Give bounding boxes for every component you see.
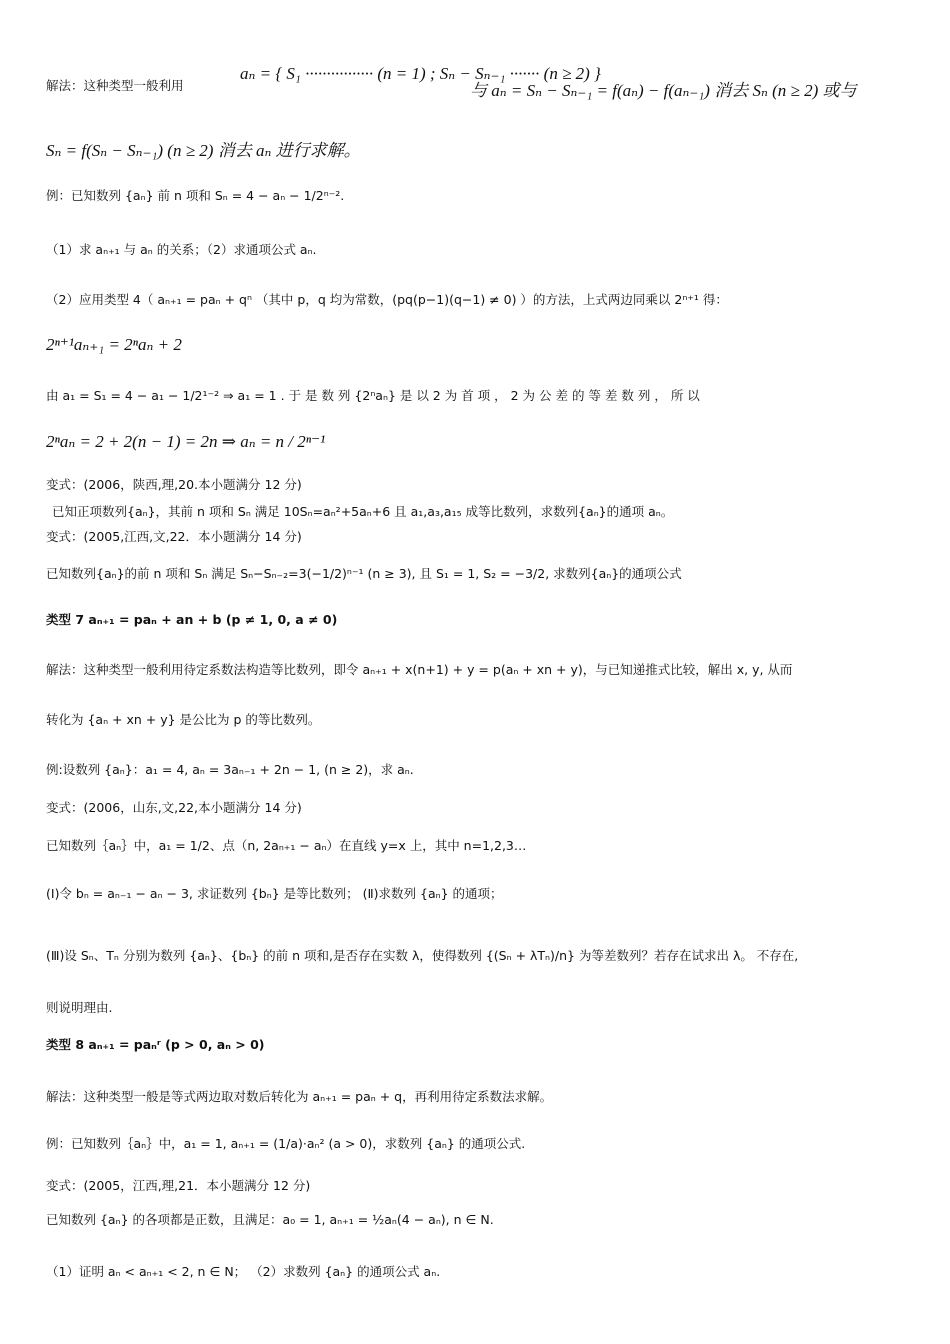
text-line-8: 2ⁿ⁺¹aₙ₊₁ = 2ⁿaₙ + 2 xyxy=(46,335,182,354)
text-line-13: 变式：(2005,江西,文,22．本小题满分 14 分) xyxy=(46,529,302,544)
text-line-18: 例:设数列 {aₙ}：a₁ = 4, aₙ = 3aₙ₋₁ + 2n − 1, (n ≥ 2)，求 aₙ. xyxy=(46,762,414,777)
text-line-29: （1）证明 aₙ < aₙ₊₁ < 2, n ∈ N； （2）求数列 {aₙ} 的通项公式 aₙ. xyxy=(46,1264,441,1279)
text-line-23: 则说明理由. xyxy=(46,1000,113,1015)
text-line-16: 解法：这种类型一般利用待定系数法构造等比数列，即令 aₙ₊₁ + x(n+1) + y = p(aₙ + xn + y)，与已知递推式比较，解出 x, y, 从而 xyxy=(46,662,793,677)
text-line-5: 例：已知数列 {aₙ} 前 n 项和 Sₙ = 4 − aₙ − 1/2ⁿ⁻². xyxy=(46,188,345,203)
text-line-2: aₙ = { S₁ ················ (n = 1) ; Sₙ − Sₙ₋₁ ······· (n ≥ 2) } xyxy=(240,64,601,83)
text-line-15: 类型 7 aₙ₊₁ = paₙ + an + b (p ≠ 1, 0, a ≠ 0) xyxy=(46,612,338,627)
text-line-28: 已知数列 {aₙ} 的各项都是正数，且满足：a₀ = 1, aₙ₊₁ = ½aₙ(4 − aₙ), n ∈ N. xyxy=(46,1212,494,1227)
text-line-24: 类型 8 aₙ₊₁ = paₙʳ (p > 0, aₙ > 0) xyxy=(46,1037,265,1052)
text-line-19: 变式：(2006，山东,文,22,本小题满分 14 分) xyxy=(46,800,302,815)
text-line-11: 变式：(2006，陕西,理,20.本小题满分 12 分) xyxy=(46,477,302,492)
text-line-9: 由 a₁ = S₁ = 4 − a₁ − 1/2¹⁻² ⇒ a₁ = 1 . 于 是 数 列 {2ⁿaₙ} 是 以 2 为 首 项 ， 2 为 公 差 的 等 差 数 列 ， 所 以 xyxy=(46,388,700,403)
text-line-7: （2）应用类型 4（ aₙ₊₁ = paₙ + qⁿ （其中 p，q 均为常数，(pq(p−1)(q−1) ≠ 0) ）的方法，上式两边同乘以 2ⁿ⁺¹ 得： xyxy=(46,292,728,307)
text-line-27: 变式：(2005，江西,理,21．本小题满分 12 分) xyxy=(46,1178,311,1193)
text-line-21: (Ⅰ)令 bₙ = aₙ₋₁ − aₙ − 3, 求证数列 {bₙ} 是等比数列； (Ⅱ)求数列 {aₙ} 的通项； xyxy=(46,886,503,901)
text-line-26: 例：已知数列｛aₙ｝中，a₁ = 1, aₙ₊₁ = (1/a)·aₙ² (a > 0)，求数列 {aₙ} 的通项公式. xyxy=(46,1136,526,1151)
text-line-1: 解法：这种类型一般利用 xyxy=(46,78,184,93)
text-line-3: 与 aₙ = Sₙ − Sₙ₋₁ = f(aₙ) − f(aₙ₋₁) 消去 Sₙ (n ≥ 2) 或与 xyxy=(470,81,857,100)
text-line-17: 转化为 {aₙ + xn + y} 是公比为 p 的等比数列。 xyxy=(46,712,321,727)
text-line-22: (Ⅲ)设 Sₙ、Tₙ 分别为数列 {aₙ}、{bₙ} 的前 n 项和,是否存在实数 λ，使得数列 {(Sₙ + λTₙ)/n} 为等差数列？若存在试求出 λ。 不存在, xyxy=(46,948,799,963)
text-line-25: 解法：这种类型一般是等式两边取对数后转化为 aₙ₊₁ = paₙ + q，再利用待定系数法求解。 xyxy=(46,1089,553,1104)
text-line-4: Sₙ = f(Sₙ − Sₙ₋₁) (n ≥ 2) 消去 aₙ 进行求解。 xyxy=(46,141,361,160)
text-line-6: （1）求 aₙ₊₁ 与 aₙ 的关系；（2）求通项公式 aₙ. xyxy=(46,242,317,257)
text-line-20: 已知数列｛aₙ｝中，a₁ = 1/2、点（n, 2aₙ₊₁ − aₙ）在直线 y=x 上，其中 n=1,2,3… xyxy=(46,838,527,853)
text-line-12: 已知正项数列{aₙ}，其前 n 项和 Sₙ 满足 10Sₙ=aₙ²+5aₙ+6 且 a₁,a₃,a₁₅ 成等比数列，求数列{aₙ}的通项 aₙ。 xyxy=(52,504,674,519)
text-line-10: 2ⁿaₙ = 2 + 2(n − 1) = 2n ⇒ aₙ = n / 2ⁿ⁻¹ xyxy=(46,432,326,451)
text-line-14: 已知数列{aₙ}的前 n 项和 Sₙ 满足 Sₙ−Sₙ₋₂=3(−1/2)ⁿ⁻¹ (n ≥ 3), 且 S₁ = 1, S₂ = −3/2, 求数列{aₙ}的通项公式 xyxy=(46,566,682,581)
